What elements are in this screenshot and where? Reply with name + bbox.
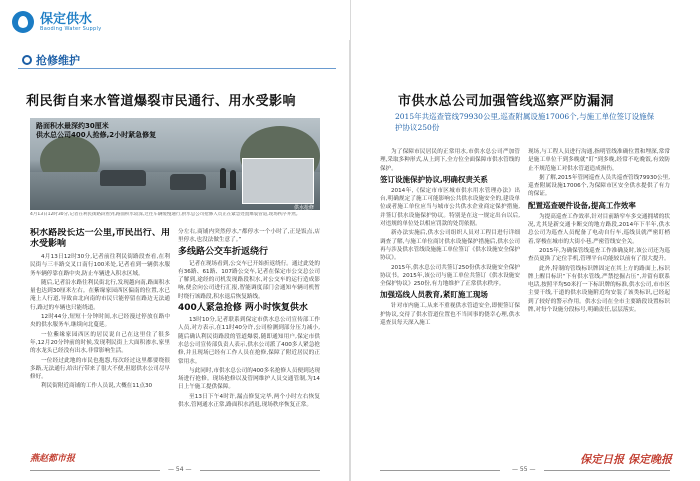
paragraph: 此外,特制的管线标识牌固定在其上方的路面上,标识牌上醒目标识“下有供水管线,严禁挖掘占压”,并留有联系电话,按照平均50米打一下标识牌的标准,供水公司,市市区主要干线,干道的供水设施附近均安装了该类标识,已经起到了较好的警示作用。供水公司在全市主要路段设置标识牌,对每个设施分段标号,明确责任,层层落实。: [528, 265, 670, 314]
photo-vehicle: [100, 170, 146, 186]
photo-caption-line2: 供水总公司400人抢修,2小时紧急修复: [36, 131, 157, 139]
photo-caption-line1: 路面积水最深约30厘米: [36, 122, 109, 130]
paragraph: 13时10分,记者联系到保定市供水总公司宣传部工作人员,对方表示,在11时40分许,公司检测到部分压力减小,随后确认利民街路段的管道爆裂,随即通知用户,保定市供水总公司宣传部负责人表示,供水公司派了400多人紧急抢修,并且现场已经有工作人员在抢修,保障了附近居民的正常用水。: [178, 317, 320, 365]
news-photo: [30, 118, 320, 210]
paragraph: 一位紫缘家园西区的居民说自己在这里住了很多年,12月20分钟前的时候,发现利民街上大面积渗水,家里的水龙头已经没有出水,非常影响生活。: [30, 331, 170, 355]
paragraph: 针对市内施工,从来不重视供水管道安全,即便签订保护协议,交待了供水管道位置也不当回事的侥幸心理,供水巡查员每天深入施工: [380, 303, 520, 327]
brand-logo: [12, 8, 132, 36]
photo-person: [220, 168, 226, 188]
section-label: [22, 52, 80, 68]
photo-person: [230, 170, 236, 190]
paragraph: 至13日下午4时许,漏点修复完毕,两个小时左右恢复供水,管网通水正常,路面积水消退,现场秩序恢复正常。: [178, 393, 320, 409]
paragraph: 据了解,2015年管网巡查人员共巡查管线79930公里,巡查附属设施17006个,为保障市区安全供水提供了有力的保证。: [528, 174, 670, 198]
photo-inset: [242, 158, 314, 204]
header-band: [0, 0, 350, 40]
article-column-2: [178, 228, 320, 446]
water-drop-icon: [12, 11, 34, 33]
column-subhead: 多线路公交车折返绕行: [178, 246, 269, 257]
paragraph: 2015年,供水总公司共签订250份供水设施安全保护协议书。2015年,该公司与施工单位共签订《供水设施安全保护协议》250份,有力地维护了正常供水秩序。: [380, 264, 520, 288]
column-subhead: 400人紧急抢修 两小时恢复供水: [178, 303, 308, 314]
paragraph: 2014年,《保定市市区城市供水用水管理办法》出台,明确规定了施工可能影响公共供水设施安全的,建设单位或者施工单位应当与城市公共供水企业商定保护措施,并签订供水设施保护协议。特别是在这一规定出台以后,对违规的单位处以相应罚款的处罚依据。: [380, 187, 520, 228]
paragraph: 分左右,商铺内突然停水,“都停水一个小时了,正是饭点,店里停水,也没法做生意了。”: [178, 229, 320, 244]
target-circle-icon: [22, 55, 32, 65]
footer-rule: [200, 470, 320, 471]
logo-subtitle: Baoding Water Supply: [40, 25, 102, 32]
paragraph: 新办法实施后,供水公司组织人员对工程目进行详细调查了解,与施工单位商讨供水设施保护措施后,供水公司再与涉及供水管线设施施工单位签订《供水设施安全保护协议》。: [380, 230, 520, 262]
photo-caption: [36, 122, 156, 140]
footer-rule: [30, 470, 160, 471]
article-deck: 2015年共巡查管线79930公里,巡查附属设施17006个,与施工单位签订设施保护协议250份: [395, 112, 655, 132]
footer-brand: 保定日报 保定晚报: [580, 453, 672, 466]
footer-rule: [380, 470, 500, 471]
column-subhead: 签订设施保护协议,明确权责关系: [380, 174, 488, 184]
paragraph: 2015年,为确保管线巡查工作准确及时,该公司还为巡查员更换了定位手机,管理平台功能较以前有了很大提升。: [528, 247, 670, 263]
paragraph: 12时44分,短短十分钟时间,水已经漫过停放在路中央的供水服务车,继续向北蔓延。: [30, 314, 170, 329]
paragraph: 与此同时,市供水总公司的400多名抢修人员便到达现场进行抢修。现场抢修以及管网维护人员交通管制,为14日上午施工提供保障。: [178, 367, 320, 391]
paragraph: 现场,与工程人员进行沟通,指明管线准确位置和埋深,常常是施工单位干到多晚就“盯”到多晚,经常不吃晚饭,有效防止不规范施工对供水管道造成损伤。: [528, 149, 670, 172]
logo-title: 保定供水: [40, 11, 93, 27]
page-number: — 55 —: [512, 466, 536, 473]
paragraph: 利民街附近商铺的工作人员说,大概在11点30: [41, 383, 153, 390]
right-page: [350, 0, 700, 481]
article-headline: 利民街自来水管道爆裂市民通行、用水受影响: [26, 94, 297, 109]
paragraph: 为提高巡查工作效率,针对目前路窄车多交通拥堵的状况,尤其是新交通卡断交的地方路段,2014年下半年,供水总公司为巡查人员配备了电动自行车,巡线员就严密盯梢着,穿梭在城市的大街小巷,严密管线安全关。: [528, 213, 670, 245]
page-number: — 54 —: [168, 466, 192, 473]
column-subhead: 加强巡线人员教育,紧盯施工现场: [380, 290, 488, 300]
paragraph: 随后,记者沿水路往利民街北行,发现越向南,路面积水量也达到30厘米左右。在紫缘家园西区偏南的位置,水已淹上人行道,导致由北向南的市民只能停留在路边无法通行,路过的车辆也只能绕道。: [30, 279, 170, 311]
article-column-1: [30, 228, 170, 446]
footer-brand: 燕赵都市报: [30, 454, 76, 464]
photo-inset-caption: 供水抢修: [293, 205, 314, 210]
article-column-1: [380, 148, 520, 448]
footer-rule: [544, 470, 670, 471]
photo-vehicle: [170, 174, 206, 190]
paragraph: 记者在现场看到,公交车已开始折返绕行。通过此处的有36路、61路、107路公交车,记者在保定市公交总公司了解到,途经的司机发现路段积水,对公交车的运行造成影响,便会向公司进行汇报,智能调度部门会通知车辆司机暂时绕行该路段,积水退后恢复路线。: [178, 260, 320, 300]
section-label-text: 抢修维护: [36, 54, 80, 67]
paragraph: 为了保障市民居民的正常用水,市供水总公司严加管理,采取多种形式,从上到下,全方位全面保障市供水管线的保护。: [380, 149, 520, 172]
article-column-2: [528, 148, 670, 448]
column-subhead: 积水路段长达一公里,市民出行、用水受影响: [30, 228, 170, 249]
logo-text-block: [40, 13, 101, 32]
paragraph: 4月13日12时30分,记者前往利民街路段查看,在利民街与三丰路交叉口南行100米处,记者看到一辆供水服务车辆停靠在路中央,防止车辆进入积水区域。: [30, 254, 170, 277]
article-headline: 市供水总公司加强管线巡察严防漏洞: [398, 94, 615, 109]
section-divider: [18, 68, 336, 69]
column-subhead: 配置巡查硬件设备,提高工作效率: [528, 200, 636, 210]
paragraph: 一位经过此地的市民也抱怨,每次经过这里都要绕很多路,无法通行,给出行带来了很大不便,但愿供水公司尽早修好。: [30, 357, 170, 381]
photo-note: 4月13日12时30分,记者在利民街路段看到,路面积水较深,过往车辆缓慢通行,供水总公司抢修人员正在紧急处置爆裂管道,现场秩序井然。: [30, 212, 301, 217]
